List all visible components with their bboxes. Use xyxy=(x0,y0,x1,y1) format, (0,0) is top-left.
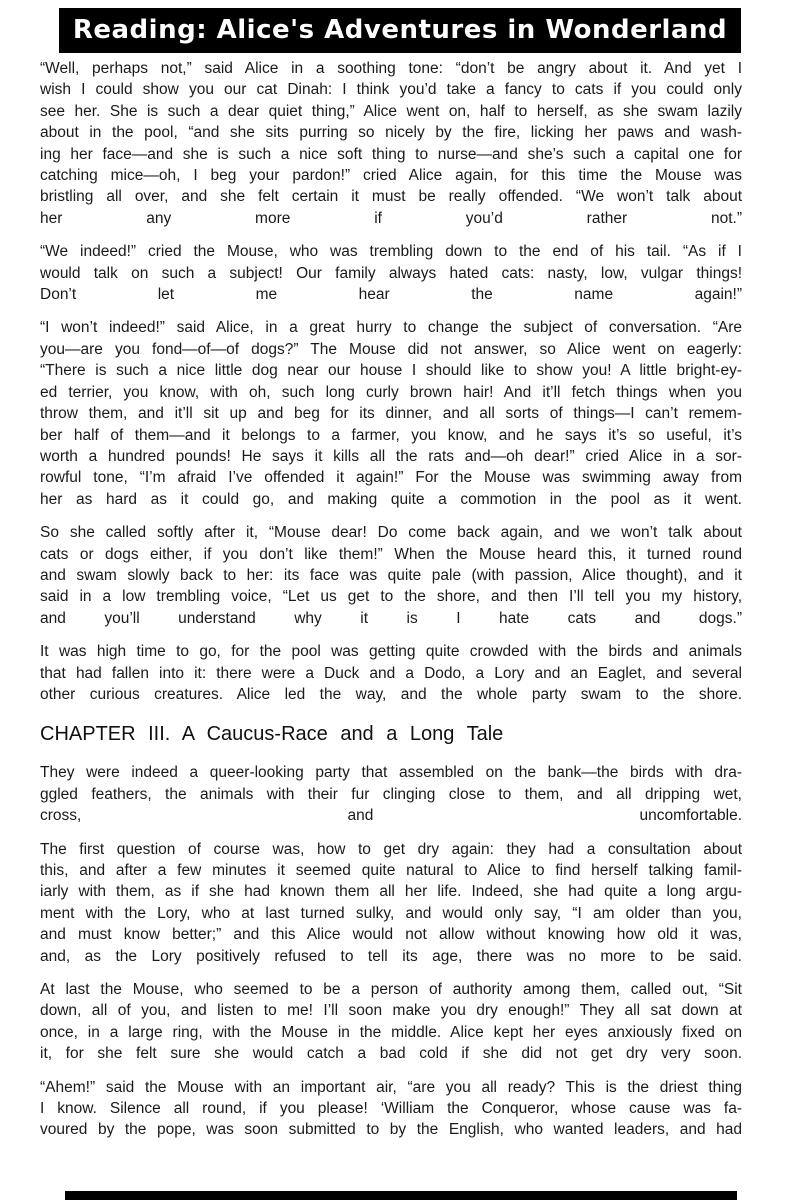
text-line: Don’t let me hear the name again!” xyxy=(40,286,742,304)
text-line: At last the Mouse, who seemed to be a person of authority among them, called out, “Sit xyxy=(40,981,742,999)
text-line: you—are you fond—of—of dogs?” The Mouse did not answer, so Alice went on eagerly: xyxy=(40,340,742,358)
header xyxy=(0,8,800,53)
text-line: ber half of them—and it belongs to a farmer, you know, and he says it’s so useful, it’s xyxy=(40,426,742,444)
text-line: cross, and uncomfortable. xyxy=(40,807,742,825)
text-line: rowful tone, “I’m afraid I’ve offended it again!” For the Mouse was swimming away from xyxy=(40,469,742,487)
text-line: down, all of you, and listen to me! I’ll soon make you dry enough!” They all sat down at xyxy=(40,1002,742,1020)
chapter-heading: CHAPTER III. A Caucus-Race and a Long Tale xyxy=(40,723,504,746)
footer-bar xyxy=(65,1191,737,1200)
text-line: iarly with them, as if she had known them all her life. Indeed, she had quite a long argu- xyxy=(40,883,742,901)
text-line: So she called softly after it, “Mouse dear! Do come back again, and we won’t talk about xyxy=(40,524,742,542)
text-line: it, for she felt sure she would catch a bad cold if she did not get dry very soon. xyxy=(40,1045,742,1063)
text-line: ed terrier, you know, with oh, such long curly brown hair! And it’ll fetch things when you xyxy=(40,383,742,401)
paragraph xyxy=(40,762,742,826)
text-line: worth a hundred pounds! He says it kills all the rats and—oh dear!” cried Alice in a sor- xyxy=(40,447,742,465)
text-line: ment with the Lory, who at last turned sulky, and would only say, “I am older than you, xyxy=(40,904,742,922)
text-line: throw them, and it’ll sit up and beg for its dinner, and all sorts of things—I can’t remem- xyxy=(40,405,742,423)
paragraph xyxy=(40,1077,742,1141)
paragraph xyxy=(40,241,742,305)
text-line: her as hard as it could go, and making quite a commotion in the pool as it went. xyxy=(40,490,742,508)
text-line: that had fallen into it: there were a Duck and a Dodo, a Lory and an Eaglet, and several xyxy=(40,664,742,682)
text-line: would talk on such a subject! Our family always hated cats: nasty, low, vulgar things! xyxy=(40,264,742,282)
text-line: I know. Silence all round, if you please! ‘William the Conqueror, whose cause was fa- xyxy=(40,1100,742,1118)
text-line: her any more if you’d rather not.” xyxy=(40,209,742,227)
text-line: “I won’t indeed!” said Alice, in a great hurry to change the subject of conversation. “Are xyxy=(40,319,742,337)
text-line: once, in a large ring, with the Mouse in the middle. Alice kept her eyes anxiously fixed on xyxy=(40,1023,742,1041)
paragraph xyxy=(40,839,742,967)
text-line: “Well, perhaps not,” said Alice in a soothing tone: “don’t be angry about it. And yet I xyxy=(40,60,742,77)
text-line: It was high time to go, for the pool was getting quite crowded with the birds and animals xyxy=(40,643,742,661)
text-line: said in a low trembling voice, “Let us get to the shore, and then I’ll tell you my history, xyxy=(40,588,742,606)
text-line: cats or dogs either, if you don’t like them!” When the Mouse heard this, it turned round xyxy=(40,545,742,563)
text-line: “Ahem!” said the Mouse with an important air, “are you all ready? This is the driest thing xyxy=(40,1078,742,1096)
paragraph xyxy=(40,522,742,629)
text-line: voured by the pope, was soon submitted to by the English, who wanted leaders, and had xyxy=(40,1121,742,1139)
text-line: about in the pool, “and she sits purring so nicely by the fire, licking her paws and wash- xyxy=(40,124,742,142)
paragraph xyxy=(40,641,742,705)
text-line: The first question of course was, how to get dry again: they had a consultation about xyxy=(40,840,742,858)
text-line: this, and after a few minutes it seemed quite natural to Alice to find herself talking famil- xyxy=(40,862,742,879)
text-line: see her. She is such a dear quiet thing,” Alice went on, half to herself, as she swam lazily xyxy=(40,102,742,120)
paragraph xyxy=(40,979,742,1065)
text-line: “We indeed!” cried the Mouse, who was trembling down to the end of his tail. “As if I xyxy=(40,243,742,261)
text-line: and, as the Lory positively refused to tell its age, there was no more to be said. xyxy=(40,947,742,965)
page-title: Reading: Alice's Adventures in Wonderland xyxy=(59,8,741,53)
paragraph xyxy=(40,58,742,229)
text-line: and must know better;” and this Alice would not allow without knowing how old it was, xyxy=(40,926,742,944)
text-line: bristling all over, and she felt certain it must be really offended. “We won’t talk about xyxy=(40,188,742,206)
text-line: and you’ll understand why it is I hate cats and dogs.” xyxy=(40,609,742,627)
text-line: ggled feathers, the animals with their fur clinging close to them, and all dripping wet, xyxy=(40,785,742,803)
reading-content xyxy=(40,54,742,1153)
text-line: They were indeed a queer-looking party that assembled on the bank—the birds with dra- xyxy=(40,764,742,782)
text-line: and swam slowly back to her: its face was quite pale (with passion, Alice thought), and it xyxy=(40,566,742,584)
text-line: catching mice—oh, I beg your pardon!” cried Alice again, for this time the Mouse was xyxy=(40,167,742,185)
text-line: “There is such a nice little dog near our house I should like to show you! A little bright-ey- xyxy=(40,362,742,380)
text-line: other curious creatures. Alice led the way, and the whole party swam to the shore. xyxy=(40,685,742,703)
paragraph xyxy=(40,317,742,510)
text-line: ing her face—and she is such a nice soft thing to nurse—and she’s such a capital one for xyxy=(40,145,742,163)
text-line: wish I could show you our cat Dinah: I think you’d take a fancy to cats if you could only xyxy=(40,81,742,99)
